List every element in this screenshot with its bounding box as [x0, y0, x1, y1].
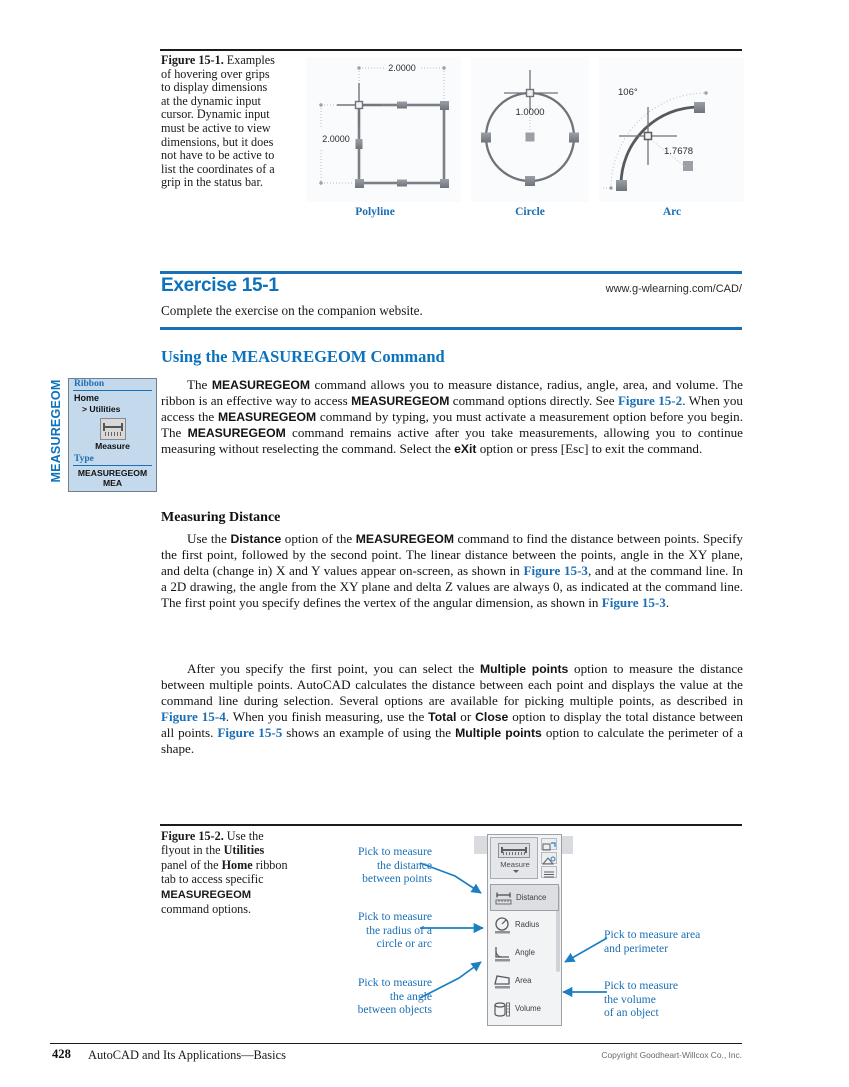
- figure2-label: Figure 15-2.: [161, 829, 224, 843]
- ribbon-side-icon-1[interactable]: [541, 838, 557, 850]
- figure1-panel-label-circle: Circle: [515, 206, 545, 218]
- measure-button-text: Measure: [500, 860, 530, 869]
- ribbon-panel-label: > Utilities: [82, 404, 121, 415]
- angle-icon: [494, 945, 511, 962]
- callout-distance: Pick to measure the distance between points: [357, 845, 432, 886]
- ribbon-header: Ribbon: [74, 379, 105, 389]
- measure-icon-bar: [104, 426, 122, 428]
- exercise-bottom-rule: [160, 327, 742, 330]
- flyout-item-volume-label: Volume: [515, 1004, 542, 1013]
- figure2-caption-text: Use the flyout in the Utilities panel of the Home ribbon tab to access specific MEASUREGEOM command options.: [161, 829, 288, 917]
- figure2-caption: [161, 829, 293, 916]
- ribbon-stub-left: [474, 836, 488, 854]
- callout-leaders-right: [555, 920, 615, 1015]
- callout-angle: Pick to measure the angle between objects: [357, 976, 432, 1017]
- type-command-full: MEASUREGEOM: [77, 468, 148, 479]
- figure1-label: Figure 15-1.: [161, 53, 224, 67]
- exercise-instruction: Complete the exercise on the companion website.: [161, 303, 423, 318]
- footer-book-title: AutoCAD and Its Applications—Basics: [88, 1048, 286, 1062]
- callout-area: Pick to measure area and perimeter: [604, 928, 701, 955]
- type-header-rule: [73, 465, 152, 467]
- distance-icon: [495, 890, 512, 907]
- figure1-top-rule: [160, 49, 742, 51]
- flyout-item-distance-label: Distance: [516, 893, 547, 902]
- measure-button-label: Measure: [95, 441, 130, 452]
- measure-icon: [100, 418, 126, 440]
- measure-button-icon-scale: [503, 852, 525, 855]
- type-commands: [69, 468, 156, 488]
- measure-icon-scale: [105, 432, 122, 436]
- flyout-item-distance[interactable]: [490, 884, 559, 911]
- page-number: 428: [52, 1047, 71, 1061]
- svg-text:2.0000: 2.0000: [322, 134, 350, 144]
- flyout-item-radius-label: Radius: [515, 920, 540, 929]
- section-heading: Using the MEASUREGEOM Command: [161, 347, 445, 366]
- callout-volume: Pick to measure the volume of an object: [604, 979, 679, 1020]
- flyout-item-area-label: Area: [515, 976, 532, 985]
- volume-icon: [494, 1001, 511, 1018]
- type-header: Type: [74, 454, 94, 465]
- chevron-down-icon[interactable]: [513, 870, 519, 873]
- command-reference-box: [68, 378, 157, 492]
- ribbon-tab-label: Home: [74, 393, 100, 404]
- figure1-svg: [296, 55, 748, 205]
- ribbon-header-rule: [73, 390, 152, 392]
- measure-button-icon-bar: [503, 849, 525, 851]
- figure1-caption: [161, 54, 279, 190]
- measuregeom-flyout[interactable]: [487, 834, 562, 1026]
- figure1-panel-label-polyline: Polyline: [355, 206, 395, 218]
- footer-rule: [50, 1043, 742, 1044]
- measure-flyout-button[interactable]: [490, 837, 538, 879]
- ribbon-side-icon-2[interactable]: [541, 852, 557, 864]
- exercise-url[interactable]: www.g-wlearning.com/CAD/: [605, 283, 742, 295]
- area-icon: [494, 973, 511, 990]
- paragraph-multiple-points: After you specify the first point, you can select the Multiple points option to measure the distance between multiple points. AutoCAD calculates the distance between each point and displays the value at the command line during selection. Several options are available for picking multiple points, as described in Figure 15-4. When you finish measuring, use the Total or Close option to display the total distance between all points. Figure 15-5 shows an example of using the Multiple points option to calculate the perimeter of a shape.: [161, 661, 743, 757]
- subheading-measuring-distance: Measuring Distance: [161, 510, 281, 525]
- measure-icon-right-cap: [121, 423, 123, 431]
- radius-icon: [494, 917, 511, 934]
- svg-text:1.7678: 1.7678: [664, 146, 694, 157]
- paragraph-distance-option: Use the Distance option of the MEASUREGEOM command to find the distance between points. Specify the first point, followed by the second point. The linear distance between the points, angle in the XY plane, and delta (change in) X and Y values appear on-screen, as shown in Figure 15-3, and at the command line. In a 2D drawing, the angle from the XY plane and delta Z values are always 0, as indicated at the command line. The first point you specify defines the vertex of the angular dimension, as shown in Figure 15-3.: [161, 531, 743, 611]
- measure-button-icon-right-cap: [525, 847, 527, 853]
- command-vertical-label: [45, 379, 67, 491]
- callout-leaders-left: [415, 838, 495, 1028]
- ribbon-side-icon-3[interactable]: [541, 866, 557, 878]
- svg-text:106°: 106°: [618, 87, 638, 98]
- type-command-alias: MEA: [102, 478, 123, 489]
- flyout-item-volume[interactable]: [490, 996, 559, 1023]
- svg-text:2.0000: 2.0000: [388, 63, 416, 73]
- callout-radius: Pick to measure the radius of a circle or arc: [357, 910, 432, 951]
- flyout-item-radius[interactable]: [490, 912, 559, 939]
- figure1-caption-text: Examples of hovering over grips to display dimensions at the dynamic input cursor. Dynamic input must be active to view dimensions, but it does not have to be active to list the coordinates of a grip in the status bar.: [161, 53, 275, 190]
- figure1-panel-label-arc: Arc: [662, 206, 682, 218]
- flyout-item-angle[interactable]: [490, 940, 559, 967]
- svg-text:1.0000: 1.0000: [515, 107, 545, 118]
- figure2-top-rule: [160, 824, 742, 826]
- figure1-artwork: [296, 55, 748, 205]
- exercise-top-rule: [160, 271, 742, 274]
- command-vertical-label-text: MEASUREGEOM: [49, 379, 63, 483]
- exercise-title: Exercise 15-1: [161, 275, 279, 296]
- flyout-item-angle-label: Angle: [515, 948, 535, 957]
- flyout-item-area[interactable]: [490, 968, 559, 995]
- footer-copyright: Copyright Goodheart-Willcox Co., Inc.: [601, 1050, 742, 1060]
- measure-button-icon: [498, 843, 530, 858]
- paragraph-measuregeom-intro: The MEASUREGEOM command allows you to measure distance, radius, angle, area, and volume. The ribbon is an effective way to access MEASUREGEOM command options directly. See Figure 15-2. When you access the MEASUREGEOM command by typing, you must activate a measurement option before you begin. The MEASUREGEOM command remains active after you take measurements, allowing you to continue measuring without reselecting the command. Select the eXit option or press [Esc] to exit the command.: [161, 377, 744, 457]
